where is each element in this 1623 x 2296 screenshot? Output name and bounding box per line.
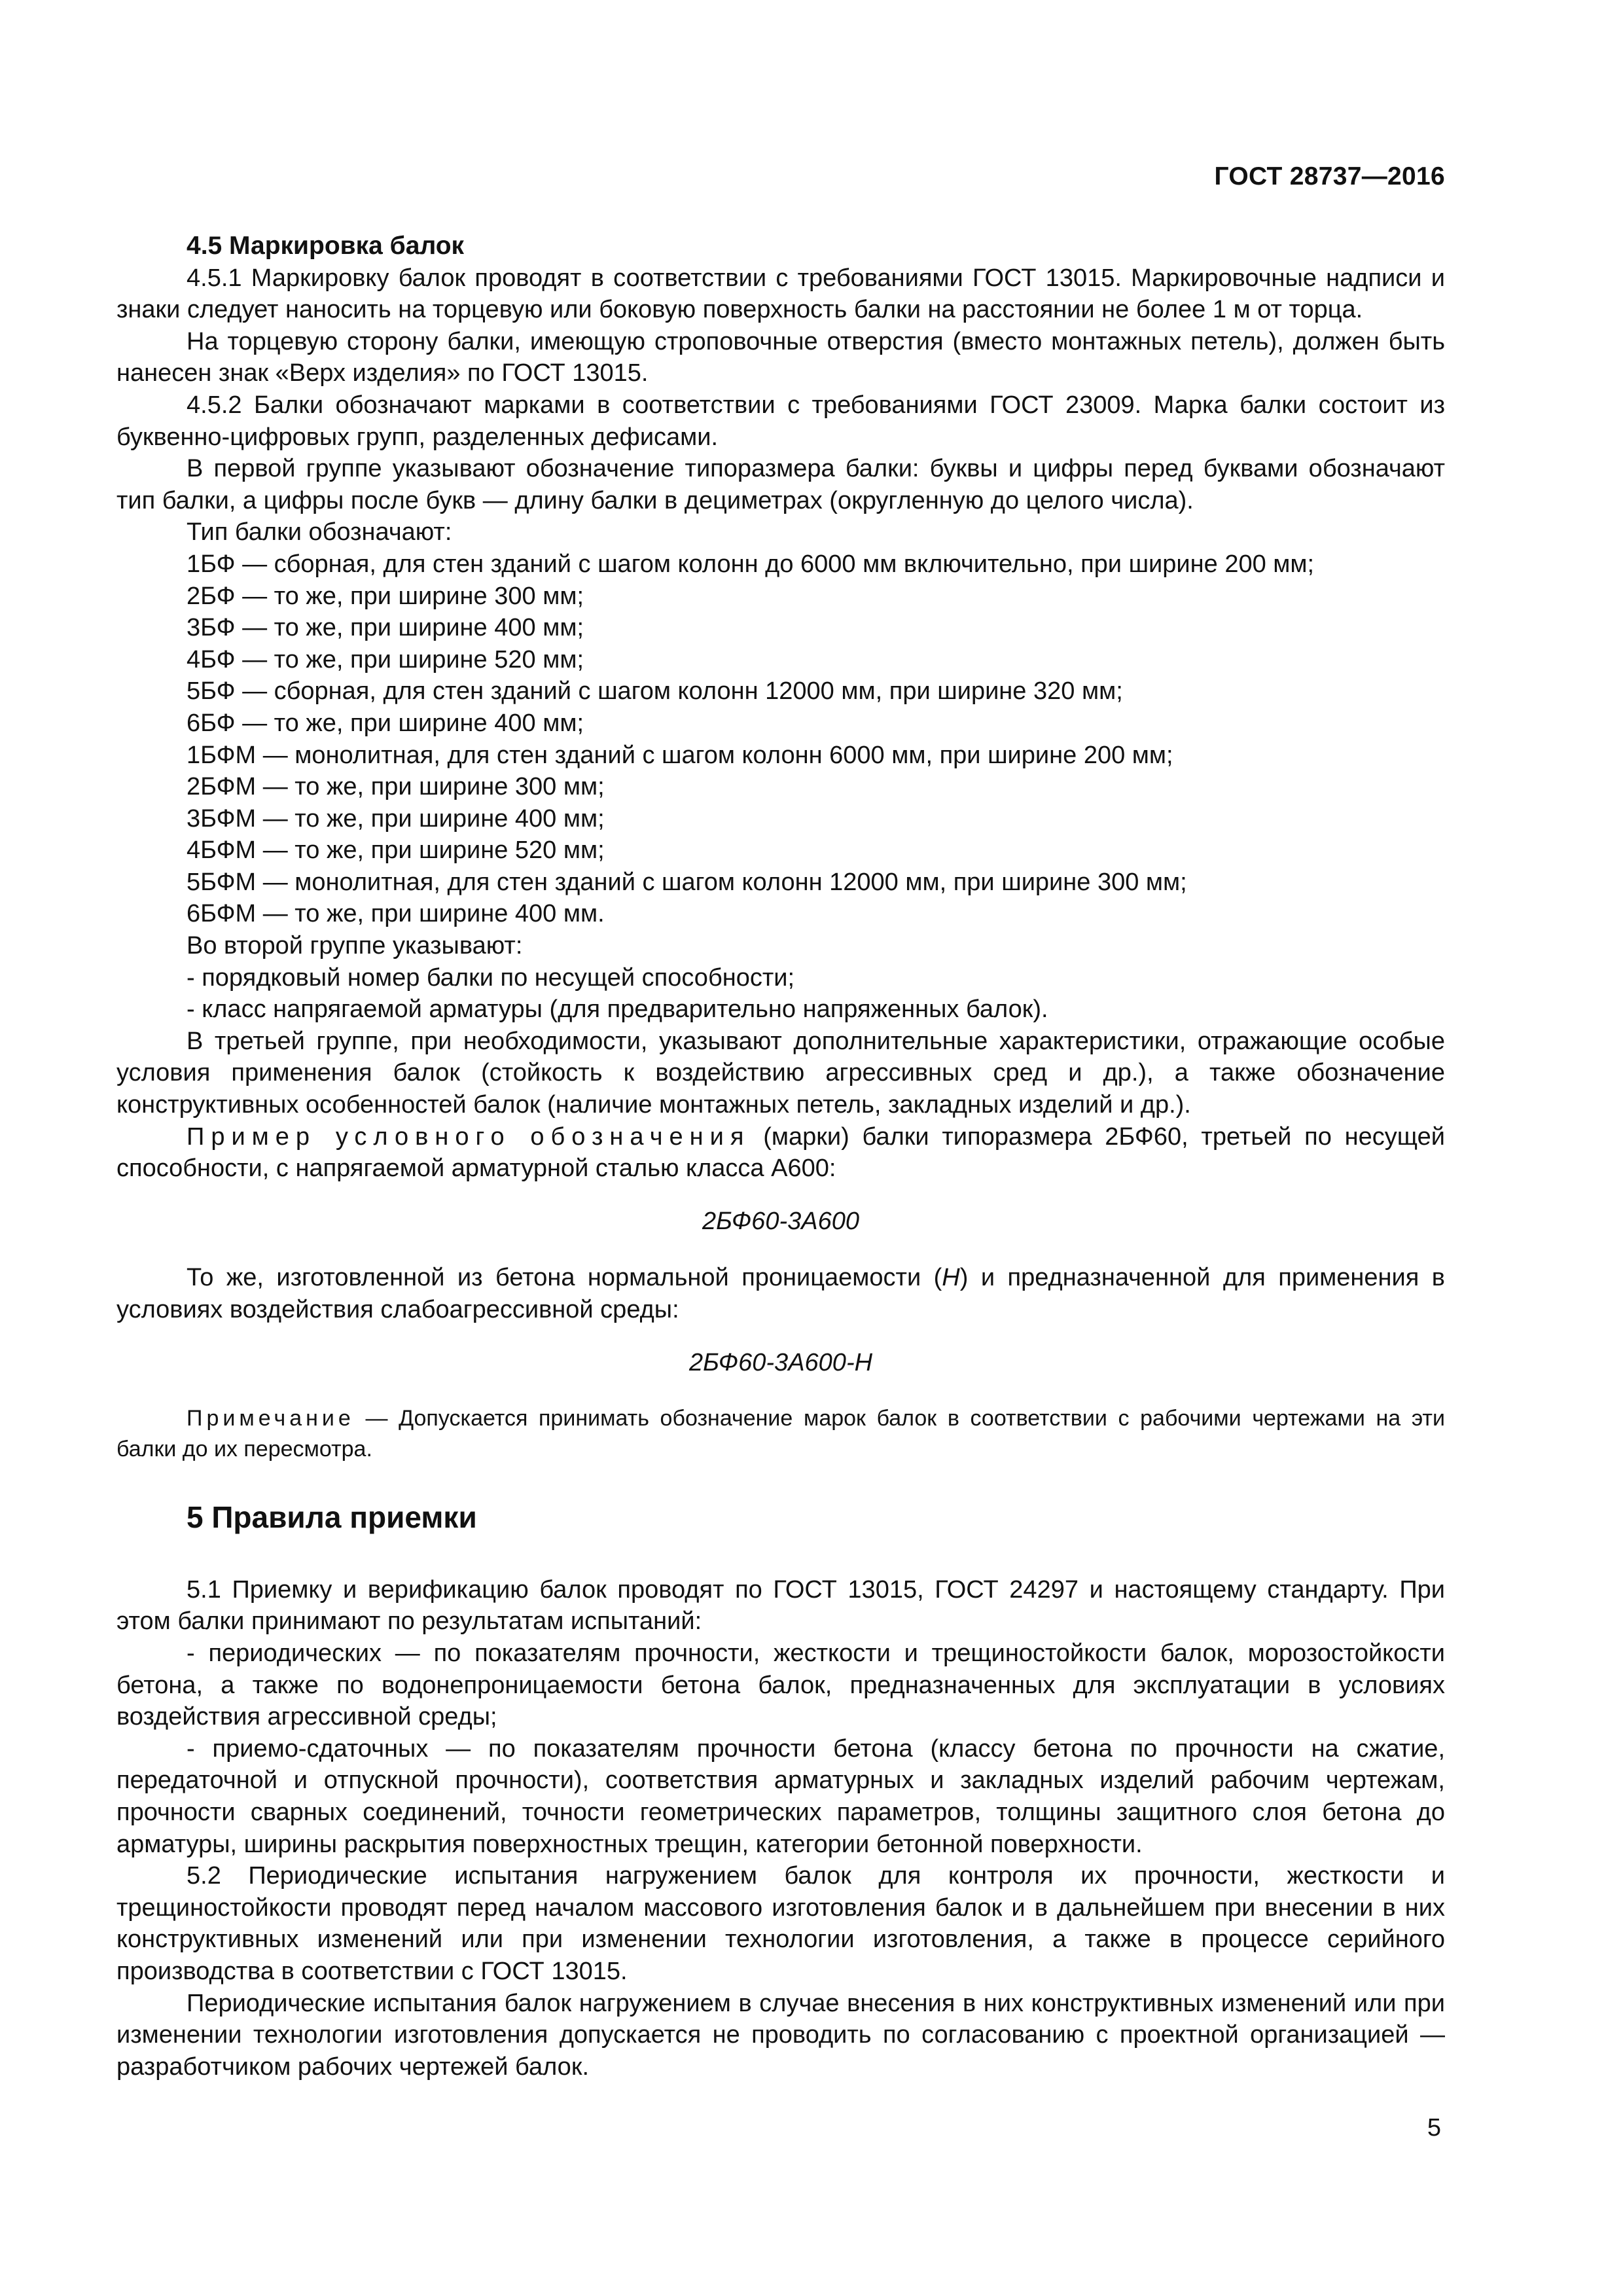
type-item: 1БФ — сборная, для стен зданий с шагом колонн до 6000 мм включительно, при ширине 200 мм; (187, 550, 1315, 578)
group2-intro: Во второй группе указывают: (187, 932, 523, 960)
type-item: 6БФ — то же, при ширине 400 мм; (187, 709, 584, 737)
type-item: 4БФМ — то же, при ширине 520 мм; (187, 836, 605, 865)
list-item: - порядковый номер балки по несущей способности; (187, 963, 795, 992)
type-item: 2БФ — то же, при ширине 300 мм; (187, 582, 584, 610)
paragraph-end-face-mark: На торцевую сторону балки, имеющую строповочные отверстия (вместо монтажных петель), должен быть нанесен знак «Верх изделия» по ГОСТ 13015. (116, 327, 1445, 387)
paragraph-periodic-tests: Периодические испытания балок нагружением в случае внесения в них конструктивных изменений или при изменении технологии изготовления допускается не проводить по согласованию с проектной организацией — разработчиком рабочих чертежей балок. (116, 1989, 1445, 2081)
type-item: 3БФМ — то же, при ширине 400 мм; (187, 804, 605, 833)
same-text-a: То же, изготовленной из бетона нормальной проницаемости ( (187, 1264, 942, 1292)
example-mark-1: 2БФ60-3А600 (702, 1207, 859, 1235)
paragraph-5-1: 5.1 Приемку и верификацию балок проводят по ГОСТ 13015, ГОСТ 24297 и настоящему стандарту. При этом балки принимают по результатам испытаний: (116, 1575, 1445, 1636)
paragraph-third-group: В третьей группе, при необходимости, указывают дополнительные характеристики, отражающие особые условия применения балок (стойкость к воздействию агрессивных сред и др.), а также обозначение конструктивных особенностей балок (наличие монтажных петель, закладных изделий и др.). (116, 1027, 1445, 1119)
page-content (116, 230, 1445, 2083)
paragraph-first-group: В первой группе указывают обозначение типоразмера балки: буквы и цифры перед буквами обозначают тип балки, а цифры после букв — длину балки в дециметрах (округленную до целого числа). (116, 455, 1445, 514)
example-mark-2: 2БФ60-3А600-Н (688, 1348, 873, 1376)
type-item: 4БФ — то же, при ширине 520 мм; (187, 645, 584, 673)
list-item-acceptance: - приемо-сдаточных — по показателям прочности бетона (классу бетона по прочности на сжатие, передаточной и отпускной прочности), соответствия арматурных и закладных изделий рабочим чертежам, прочности сварных соединений, точности геометрических параметров, толщины защитного слоя бетона до арматуры, ширины раскрытия поверхностных трещин, категории бетонной поверхности. (116, 1734, 1445, 1858)
list-item-periodic: - периодических — по показателям прочности, жесткости и трещиностойкости балок, морозостойкости бетона, а также по водонепроницаемости бетона балок, предназначенных для эксплуатации в условиях воздействия агрессивной среды; (116, 1639, 1445, 1731)
example-text: (марки) балки типоразмера 2БФ60, третьей по несущей способности, с напрягаемой арматурной сталью класса А600: (116, 1122, 1445, 1183)
types-intro: Тип балки обозначают: (187, 518, 452, 547)
section-heading-5: 5 Правила приемки (187, 1500, 477, 1535)
section-heading-4-5: 4.5 Маркировка балок (187, 232, 465, 260)
type-item: 5БФМ — монолитная, для стен зданий с шагом колонн 12000 мм, при ширине 300 мм; (187, 868, 1187, 896)
example-paragraph (116, 1121, 1445, 1185)
note-paragraph (116, 1403, 1445, 1465)
paragraph-4-5-2: 4.5.2 Балки обозначают марками в соответствии с требованиями ГОСТ 23009. Марка балки состоит из буквенно-цифровых групп, разделенных дефисами. (116, 391, 1445, 451)
type-item: 1БФМ — монолитная, для стен зданий с шагом колонн 6000 мм, при ширине 200 мм; (187, 741, 1173, 769)
note-text: — Допускается принимать обозначение марок балок в соответствии с рабочими чертежами на эти балки до их пересмотра. (116, 1406, 1445, 1462)
type-item: 2БФМ — то же, при ширине 300 мм; (187, 773, 605, 801)
type-item: 3БФ — то же, при ширине 400 мм; (187, 614, 584, 642)
same-paragraph (116, 1262, 1445, 1325)
same-text-b: ) и предназначенной для применения в условиях воздействия слабоагрессивной среды: (116, 1264, 1445, 1323)
paragraph-4-5-1: 4.5.1 Маркировку балок проводят в соответствии с требованиями ГОСТ 13015. Маркировочные надписи и знаки следует наносить на торцевую или боковую поверхность балки на расстоянии не более 1 м от торца. (116, 264, 1445, 324)
list-item: - класс напрягаемой арматуры (для предварительно напряженных балок). (187, 996, 1048, 1024)
type-item: 6БФМ — то же, при ширине 400 мм. (187, 900, 605, 928)
type-item: 5БФ — сборная, для стен зданий с шагом колонн 12000 мм, при ширине 320 мм; (187, 677, 1123, 706)
same-text-h: Н (942, 1264, 960, 1292)
page-number: 5 (1427, 2114, 1441, 2142)
document-code: ГОСТ 28737—2016 (1214, 162, 1445, 190)
note-label: Примечание (187, 1406, 355, 1431)
example-label: Пример условного обозначения (187, 1122, 751, 1151)
paragraph-5-2: 5.2 Периодические испытания нагружением балок для контроля их прочности, жесткости и трещиностойкости проводят перед началом массового изготовления балок и в дальнейшем при внесении в них конструктивных изменений или при изменении технологии изготовления, а также в процессе серийного производства в соответствии с ГОСТ 13015. (116, 1862, 1445, 1985)
